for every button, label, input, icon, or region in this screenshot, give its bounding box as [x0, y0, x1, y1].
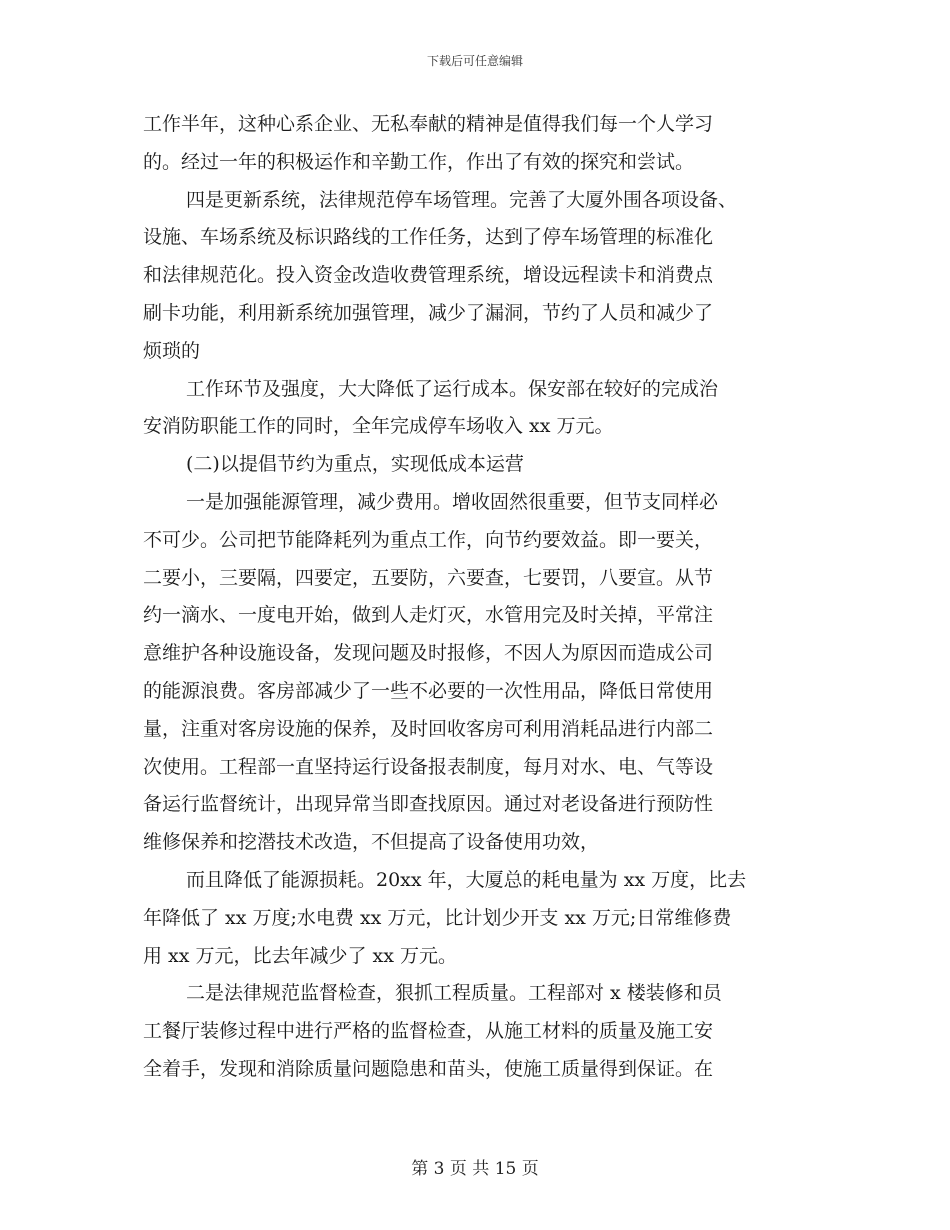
body-line: 全着手，发现和消除质量问题隐患和苗头，使施工质量得到保证。在	[143, 1057, 714, 1080]
body-line: 的能源浪费。客房部减少了一些不必要的一次性用品，降低日常使用	[143, 679, 714, 702]
body-line: 刷卡功能，利用新系统加强管理，减少了漏洞，节约了人员和减少了	[143, 301, 714, 324]
body-line: 的。经过一年的积极运作和辛勤工作，作出了有效的探究和尝试。	[143, 150, 695, 173]
section-heading: (二)以提倡节约为重点，实现低成本运营	[186, 453, 524, 476]
body-line: 工作半年，这种心系企业、无私奉献的精神是值得我们每一个人学习	[143, 113, 714, 135]
body-line: 四是更新系统，法律规范停车场管理。完善了大厦外围各项设备、	[186, 188, 738, 211]
body-line: 备运行监督统计，出现异常当即查找原因。通过对老设备进行预防性	[143, 793, 714, 816]
body-line: 一是加强能源管理，减少费用。增收固然很重要，但节支同样必	[186, 490, 719, 513]
body-line: 不可少。公司把节能降耗列为重点工作，向节约要效益。即一要关，	[143, 528, 714, 551]
body-line: 二是法律规范监督检查，狠抓工程质量。工程部对 x 楼装修和员	[186, 982, 722, 1005]
body-line: 用 xx 万元，比去年减少了 xx 万元。	[143, 944, 458, 967]
body-line: 工作环节及强度，大大降低了运行成本。保安部在较好的完成治	[186, 377, 719, 400]
body-line: 烦琐的	[143, 339, 201, 362]
body-line: 次使用。工程部一直坚持运行设备报表制度，每月对水、电、气等设	[143, 755, 714, 778]
body-line: 意维护各种设施设备，发现问题及时报修，不因人为原因而造成公司	[143, 642, 714, 665]
body-line: 设施、车场系统及标识路线的工作任务，达到了停车场管理的标准化	[143, 226, 714, 249]
body-line: 量，注重对客房设施的保养，及时回收客房可利用消耗品进行内部二	[143, 717, 714, 740]
body-line: 工餐厅装修过程中进行严格的监督检查，从施工材料的质量及施工安	[143, 1020, 714, 1043]
body-line: 安消防职能工作的同时，全年完成停车场收入 xx 万元。	[143, 415, 614, 438]
body-line: 而且降低了能源损耗。20xx 年，大厦总的耗电量为 xx 万度，比去	[186, 868, 747, 891]
body-line: 年降低了 xx 万度;水电费 xx 万元，比计划少开支 xx 万元;日常维修费	[143, 906, 732, 929]
document-body	[143, 106, 815, 1089]
body-line: 和法律规范化。投入资金改造收费管理系统，增设远程读卡和消费点	[143, 264, 714, 287]
body-line: 维修保养和挖潜技术改造，不但提高了设备使用功效，	[143, 831, 600, 854]
page-number: 第 3 页 共 15 页	[411, 1159, 539, 1179]
page-header-note: 下载后可任意编辑	[426, 54, 523, 68]
body-line: 约一滴水、一度电开始，做到人走灯灭，水管用完及时关掉，平常注	[143, 604, 714, 627]
body-line: 二要小，三要隔，四要定，五要防，六要查，七要罚，八要宣。从节	[143, 566, 714, 589]
